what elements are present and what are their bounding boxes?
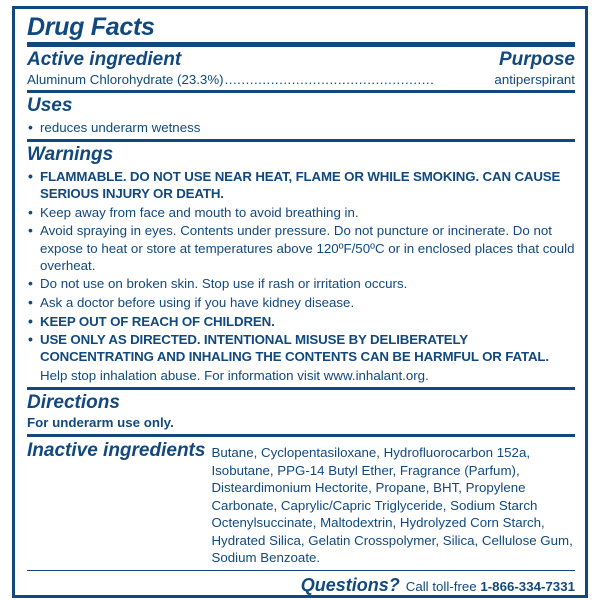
active-ingredient-row xyxy=(27,72,575,87)
inactive-ingredients-section xyxy=(27,440,575,567)
list-item: • Ask a doctor before using if you have kidney disease. xyxy=(27,294,575,311)
inactive-ingredients-text: Butane, Cyclopentasiloxane, Hydrofluorocarbon 152a, Isobutane, PPG-14 Butyl Ether, Fragrance (Parfum), Disteardimonium Hectorite, Propane, BHT, Propylene Carbonate, Caprylic/Capric Triglyceride, Sodium Starch Octenylsuccinate, Maltodextrin, Hydrolyzed Corn Starch, Hydrated Silica, Gelatin Crosspolymer, Silica, Cellulose Gum, Sodium Benzoate. xyxy=(211,445,573,566)
active-ingredient-heading: Active ingredient xyxy=(27,49,182,71)
list-item: • reduces underarm wetness xyxy=(27,119,575,136)
list-item: • Keep away from face and mouth to avoid breathing in. xyxy=(27,204,575,221)
directions-divider xyxy=(27,387,575,390)
questions-divider xyxy=(27,570,575,571)
warnings-section xyxy=(27,145,575,384)
page-title: Drug Facts xyxy=(27,13,155,41)
directions-text: For underarm use only. xyxy=(27,415,174,431)
directions-section xyxy=(27,393,575,431)
list-item: • USE ONLY AS DIRECTED. INTENTIONAL MISUSE BY DELIBERATELY CONCENTRATING AND INHALING THE CONTENTS CAN BE HARMFUL OR FATAL. xyxy=(27,331,575,365)
drug-facts-frame xyxy=(12,6,588,598)
list-item: • KEEP OUT OF REACH OF CHILDREN. xyxy=(27,313,575,330)
uses-list xyxy=(27,119,575,136)
warnings-heading: Warnings xyxy=(27,144,114,166)
active-ingredient-header xyxy=(27,50,575,71)
uses-heading: Uses xyxy=(27,95,73,117)
directions-heading: Directions xyxy=(27,392,120,414)
warnings-divider xyxy=(27,139,575,142)
questions-call-label: Call toll-free xyxy=(405,578,481,594)
list-item: • FLAMMABLE. DO NOT USE NEAR HEAT, FLAME OR WHILE SMOKING. CAN CAUSE SERIOUS INJURY OR DEATH. xyxy=(27,168,575,202)
questions-section xyxy=(27,575,575,596)
inhalation-note: Help stop inhalation abuse. For information visit www.inhalant.org. xyxy=(40,368,429,384)
leader-dots: .................................................. xyxy=(224,72,435,88)
active-ingredient-purpose: antiperspirant xyxy=(494,72,575,88)
uses-section xyxy=(27,96,575,136)
purpose-heading: Purpose xyxy=(498,49,575,71)
list-item: • Do not use on broken skin. Stop use if rash or irritation occurs. xyxy=(27,275,575,292)
list-item: • Avoid spraying in eyes. Contents under pressure. Do not puncture or incinerate. Do not expose to heat or store at temperatures above 120ºF/50ºC or in enclosed places that could overheat. xyxy=(27,222,575,273)
warnings-list xyxy=(27,168,575,366)
questions-text xyxy=(406,579,575,594)
questions-heading: Questions? xyxy=(300,574,400,595)
inactive-divider xyxy=(27,434,575,437)
inactive-ingredients-heading: Inactive ingredients xyxy=(27,440,206,462)
active-ingredient-name: Aluminum Chlorohydrate (23.3%) xyxy=(27,72,224,88)
questions-phone: 1-866-334-7331 xyxy=(480,578,575,594)
uses-divider xyxy=(27,90,575,93)
title-divider xyxy=(27,42,575,47)
